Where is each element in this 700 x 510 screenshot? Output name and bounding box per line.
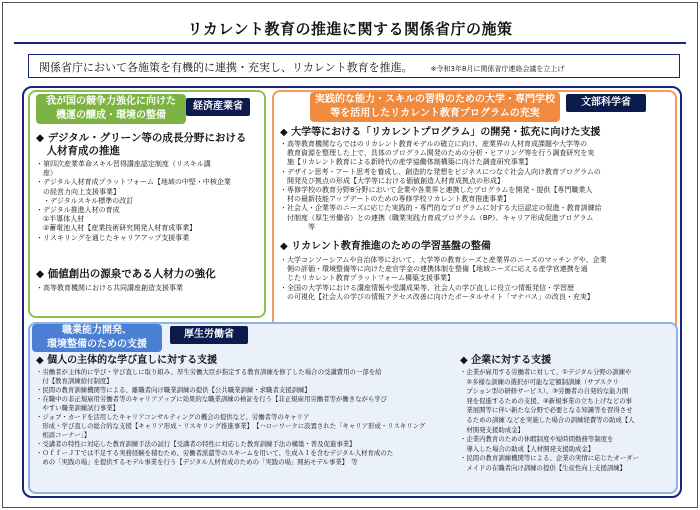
mext-s1-line: 等: [280, 222, 315, 231]
meti-section1-title: ◆ デジタル・グリーン等の成長分野における 人材育成の推進: [36, 132, 247, 157]
meti-header: [36, 94, 186, 124]
meti-s1-line: ・第四次産業革命スキル習得講座認定制度（リスキル講: [36, 160, 211, 168]
mext-s2-line: ・大学コンソーシアムや自治体等において、大学等の教育シーズと産業界のニーズのマッチングや、企業: [280, 256, 607, 264]
mhlw-right-line: ②多様な訓練の選択が可能な定額制訓練（サブスクリ: [460, 377, 619, 386]
mhlw-right-line: メイドの在職者向け訓練の提供【生産性向上支援訓練】: [460, 463, 627, 472]
meti-s1-line: ①半導体人材: [36, 215, 85, 224]
mext-s1-line: 材の最新技能アップデートのための専修学校リカレント教育推進事業】: [280, 195, 511, 204]
mext-s1-line: 施【リカレント教育による新時代の産学協働体制構築に向けた調査研究事業】: [280, 158, 532, 167]
mext-s2-line: じたリカレント教育プラットフォーム構築支援事業】: [280, 274, 455, 283]
mext-s1-line: 開発及び拠点の形成【大学等における価値創造人材育成拠点の形成】: [280, 176, 504, 185]
mhlw-header: [32, 324, 162, 352]
mhlw-right-line: プション型の研修サービス）、③労働者の自発的な能力開: [460, 387, 629, 396]
mhlw-left-line: ・労働者が主体的に学び・学び直しに取り組み、厚生労働大臣が指定する教育訓練を修了した場合の受講費用の一部を給: [36, 368, 382, 376]
mhlw-left-line: ・在職中の非正規雇用労働者等のキャリアアップに効果的な職業訓練の検証を行う【非正規雇用労働者等が働きながら学び: [36, 395, 388, 403]
mhlw-right-line: ・企業内教育のための休暇制度や短時間勤務等制度を: [460, 435, 614, 444]
meti-s1-line: ・デジタルスキル標準の改訂: [36, 196, 134, 205]
mhlw-left-line: 形成・学び直しの総合的な支援【キャリア形成・リスキリング推進事業】 【ハローワークに設置された「キャリア形成・リスキリング: [36, 422, 426, 430]
mhlw-right-line: 材開発支援助成金】: [460, 425, 524, 434]
mhlw-left-title: ◆ 個人の主体的な学び直しに対する支援: [36, 355, 218, 366]
mext-s1-line: 教育資源を整理した上で、具体のプログラム開発のための分析・ヒアリング等を行う調査研究を実: [280, 149, 595, 158]
mhlw-right-line: 導入した場合の助成【人材開発支援助成金】: [460, 444, 595, 453]
mhlw-left-line: やすい職業訓練試行事業】: [36, 404, 120, 412]
mhlw-right-line: 発を促進するための支援、④新規事業の立ち上げなどの事: [460, 396, 632, 405]
mext-s2-line: の可視化【社会人の学びの情報アクセス改善に向けたポータルサイト「マナパス」の改良・充実】: [280, 292, 594, 301]
intro-text: 関係省庁において各施策を有機的に連携・充実し、リカレント教育を推進。: [39, 61, 413, 74]
meti-s2-line: ・高等教育機関における共同講座創造支援事業: [36, 284, 183, 292]
mext-s1-line: 付制度（厚生労働省）との連携（職業実践力育成プログラム（BP）、キャリア形成促進プログラム: [280, 213, 594, 222]
mhlw-left-line: 付【教育訓練給付制度】: [36, 377, 113, 385]
mhlw-right-line: ・民間の教育訓練機関等による、企業の実情に応じたオーダー: [460, 454, 639, 463]
meti-s1-line: ②蓄電池人材【産業技術研究開発人材育成事業】: [36, 224, 197, 233]
meti-section2-body: [36, 284, 183, 293]
intro-note: ※令和3年8月に関係省庁連絡会議を立上げ: [430, 65, 565, 73]
mhlw-left-line: ・民間の教育訓練機関等による、離職者向け職業訓練の提供【公共職業訓練・求職者支援訓練】: [36, 386, 311, 394]
mhlw-right-title: ◆ 企業に対する支援: [460, 355, 552, 366]
mext-s1-line: ・専修学校の教育分野8分野において企業や各業界と連携したプログラムを開発・提供【専門職業人: [280, 186, 593, 195]
meti-ministry-label: 経済産業省: [186, 98, 250, 116]
meti-s1-line: ・デジタル推進人材の育成: [36, 206, 120, 215]
meti-s1-line: の経営力向上支援事業】: [36, 187, 120, 196]
mext-s2-line: ・全国の大学等における講座情報や受講成果等、社会人の学び直しに役立つ情報発信・学習歴: [280, 283, 574, 292]
mhlw-left-body: [36, 368, 425, 467]
mhlw-right-line: 業展開等に伴い新たな分野で必要となる知識等を習得させ: [460, 406, 633, 415]
page-title: リカレント教育の推進に関する関係省庁の施策: [187, 20, 513, 38]
mext-s1-line: ・デザイン思考・アート思考を養成し、創造的な発想をビジネスにつなぐ社会人向け教育プログラムの: [280, 167, 601, 176]
meti-header-text: 我が国の競争力強化に向けた 機運の醸成・環境の整備: [46, 96, 176, 121]
mext-section2-title: ◆ リカレント教育推進のための学習基盤の整備: [280, 241, 491, 252]
mhlw-left-line: 相談コーナー」】: [36, 431, 91, 439]
mhlw-left-line: ・受講者の特性に対応した教育訓練手法の試行【受講者の特性に対応した教育訓練手法の構築・普及促進事業】: [36, 440, 356, 448]
mext-ministry-label: 文部科学省: [566, 94, 646, 112]
mext-section1-body: [280, 140, 602, 232]
mext-s1-line: ・社会人・企業等のニーズに応じた実践的・専門的なプログラムに対する大臣認定の促進・教育訓練給: [280, 204, 602, 213]
mext-s1-line: ・高等教育機関ならではのリカレント教育モデルの確立に向け、産業界の人材育成課題や大学等の: [280, 140, 588, 148]
mhlw-header-text: 職業能力開発、 環境整備のための支援: [47, 325, 147, 350]
mhlw-right-line: ・企業が雇用する労働者に対して、①デジタル分野の訓練や: [460, 368, 632, 376]
mhlw-ministry-label: 厚生労働省: [170, 326, 248, 344]
meti-section1-body: [36, 160, 231, 243]
meti-s1-line: 座）: [36, 169, 57, 178]
mhlw-left-line: めの「実践の場」を提供するモデル事業を行う【デジタル人材育成のための「実践の場」開拓モデル事業】 等: [36, 458, 358, 466]
mext-section2-body: [280, 256, 607, 302]
mhlw-left-line: ・ジョブ・カードを活用したキャリアコンサルティングの機会の提供など、労働者等のキャリア: [36, 413, 310, 421]
mhlw-left-line: ・ＯｆｆーＪＴでは不足する実務経験を積むため、労働者派遣等のスキームを用いて、生成ＡＩを含むデジタル人材育成のた: [36, 449, 394, 457]
meti-section2-title: ◆ 価値創出の源泉である人材力の強化: [36, 268, 216, 280]
mhlw-right-line: るための訓練 などを実施した場合の訓練経費等の助成【人: [460, 415, 635, 424]
mext-section1-title: ◆ 大学等における「リカレントプログラム」の開発・拡充に向けた支援: [280, 127, 601, 138]
mext-header: [310, 92, 560, 122]
mext-header-text: 実践的な能力・スキルの習得のための大学・専門学校 等を活用したリカレント教育プログラムの充実: [315, 94, 555, 119]
intro-box: [28, 54, 680, 78]
mext-s2-line: 側の評価・環境整備等に向けた産官学金の連携体制を整備【地域ニーズに応える産学官連携を通: [280, 265, 588, 274]
meti-s1-line: ・デジタル人材育成プラットフォーム【地域の中堅・中核企業: [36, 178, 231, 187]
mhlw-right-body: [460, 368, 639, 474]
title-underline: [14, 42, 686, 44]
meti-s1-line: ・リスキリングを通じたキャリアアップ支援事業: [36, 233, 190, 242]
